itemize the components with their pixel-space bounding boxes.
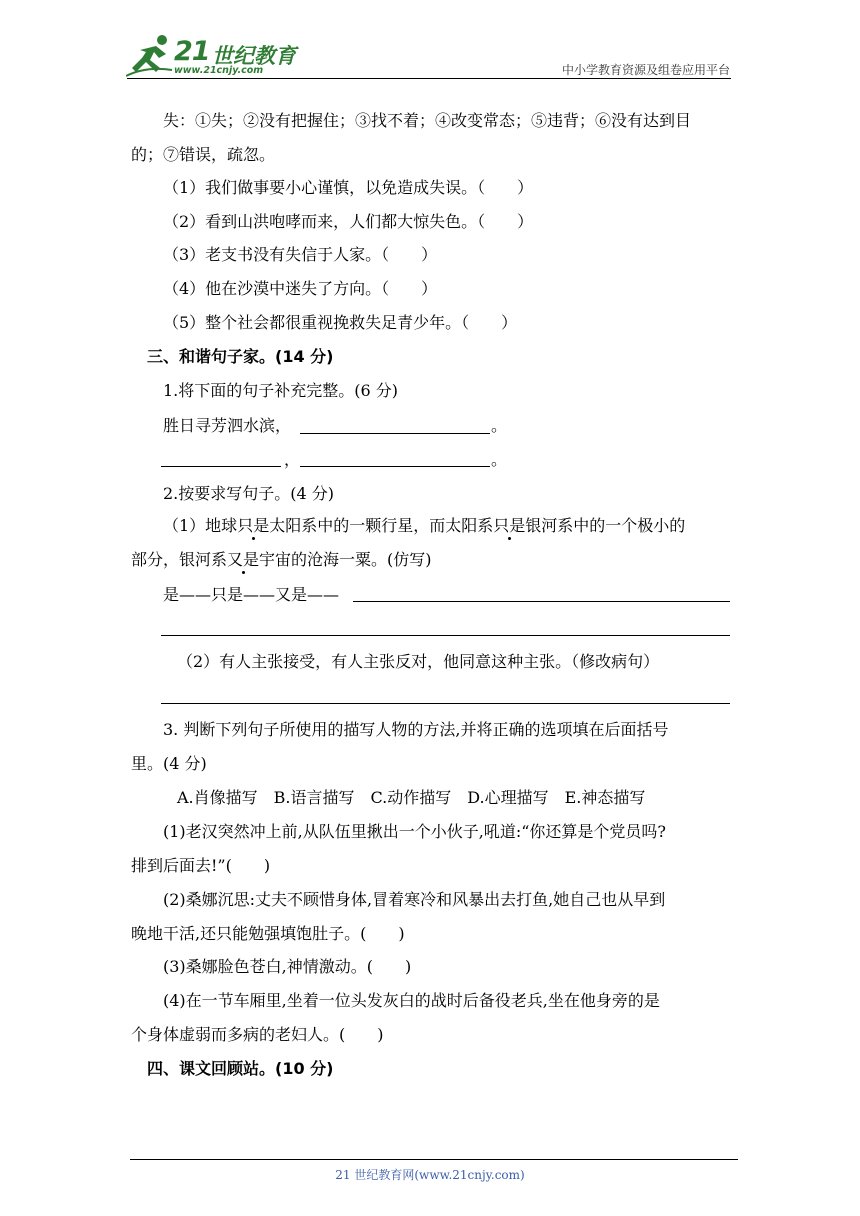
poem-line-start: 胜日寻芳泗水滨， bbox=[163, 416, 292, 435]
section-3-3-instruction-2: 里。(4 分) bbox=[131, 754, 207, 773]
poem-comma: ， bbox=[284, 450, 301, 469]
logo-url: www.21cnjy.com bbox=[174, 65, 264, 76]
sentence-2-1-line-1: （1）地球只是太阳系中的一颗行星，而太阳系只是银河系中的一个极小的 bbox=[163, 516, 686, 535]
judge-4-line-2: 个身体虚弱而多病的老妇人。( ) bbox=[131, 1025, 384, 1044]
question-5: （5）整个社会都很重视挽救失足青少年。（ ） bbox=[163, 313, 518, 332]
question-3: （3）老支书没有失信于人家。（ ） bbox=[163, 245, 438, 264]
header-platform-text: 中小学教育资源及组卷应用平台 bbox=[561, 63, 730, 77]
judge-2-line-2: 晚地干活,还只能勉强填饱肚子。( ) bbox=[131, 924, 405, 943]
judge-1-line-2: 排到后面去!”( ) bbox=[131, 856, 271, 875]
header-divider bbox=[127, 78, 731, 79]
judge-3: (3)桑娜脸色苍白,神情激动。( ) bbox=[163, 957, 412, 976]
footer-text: 21 世纪教育网(www.21cnjy.com) bbox=[335, 1168, 525, 1182]
section-3-1-instruction: 1.将下面的句子补充完整。(6 分) bbox=[163, 381, 399, 400]
imitation-prompt: 是——只是——又是—— bbox=[163, 585, 340, 604]
question-4: （4）他在沙漠中迷失了方向。（ ） bbox=[163, 279, 438, 298]
shi-definition-line-2: 的；⑦错误，疏忽。 bbox=[131, 145, 276, 164]
correction-answer-line[interactable] bbox=[161, 703, 730, 704]
imitation-answer-line-1[interactable] bbox=[353, 601, 730, 602]
imitation-answer-line-2[interactable] bbox=[161, 635, 730, 636]
section-3-3-instruction-1: 3. 判断下列句子所使用的描写人物的方法,并将正确的选项填在后面括号 bbox=[163, 720, 669, 739]
site-logo bbox=[126, 32, 296, 78]
sentence-2-1-line-2: 部分，银河系又是宇宙的沧海一粟。(仿写) bbox=[131, 550, 432, 569]
section-3-title: 三、和谐句子家。(14 分) bbox=[147, 347, 334, 366]
sentence-2-2: （2）有人主张接受，有人主张反对，他同意这种主张。（修改病句） bbox=[177, 652, 660, 671]
description-options: A.肖像描写 B.语言描写 C.动作描写 D.心理描写 E.神态描写 bbox=[177, 788, 646, 807]
shi-definition-line-1: 失：①失；②没有把握住；③找不着；④改变常态；⑤违背；⑥没有达到目 bbox=[163, 111, 692, 130]
poem-blank-3[interactable] bbox=[300, 466, 490, 467]
logo-number: 21 bbox=[174, 36, 210, 67]
judge-4-line-1: (4)在一节车厢里,坐着一位头发灰白的战时后备役老兵,坐在他身旁的是 bbox=[163, 991, 660, 1010]
section-3-2-instruction: 2.按要求写句子。(4 分) bbox=[163, 484, 335, 503]
poem-blank-2[interactable] bbox=[161, 466, 281, 467]
poem-period-2: 。 bbox=[491, 450, 508, 469]
judge-1-line-1: (1)老汉突然冲上前,从队伍里揪出一个小伙子,吼道:“你还算是个党员吗? bbox=[163, 822, 666, 841]
poem-period-1: 。 bbox=[491, 416, 508, 435]
judge-2-line-1: (2)桑娜沉思:丈夫不顾惜身体,冒着寒冷和风暴出去打鱼,她自己也从早到 bbox=[163, 890, 666, 909]
question-2: （2）看到山洪咆哮而来，人们都大惊失色。（ ） bbox=[163, 212, 534, 231]
question-1: （1）我们做事要小心谨慎，以免造成失误。（ ） bbox=[163, 178, 534, 197]
section-4-title: 四、课文回顾站。(10 分) bbox=[147, 1059, 334, 1078]
footer-divider bbox=[130, 1159, 738, 1160]
runner-icon bbox=[126, 32, 176, 78]
logo-text: 世纪教育 bbox=[212, 44, 296, 68]
poem-blank-1[interactable] bbox=[300, 433, 490, 434]
